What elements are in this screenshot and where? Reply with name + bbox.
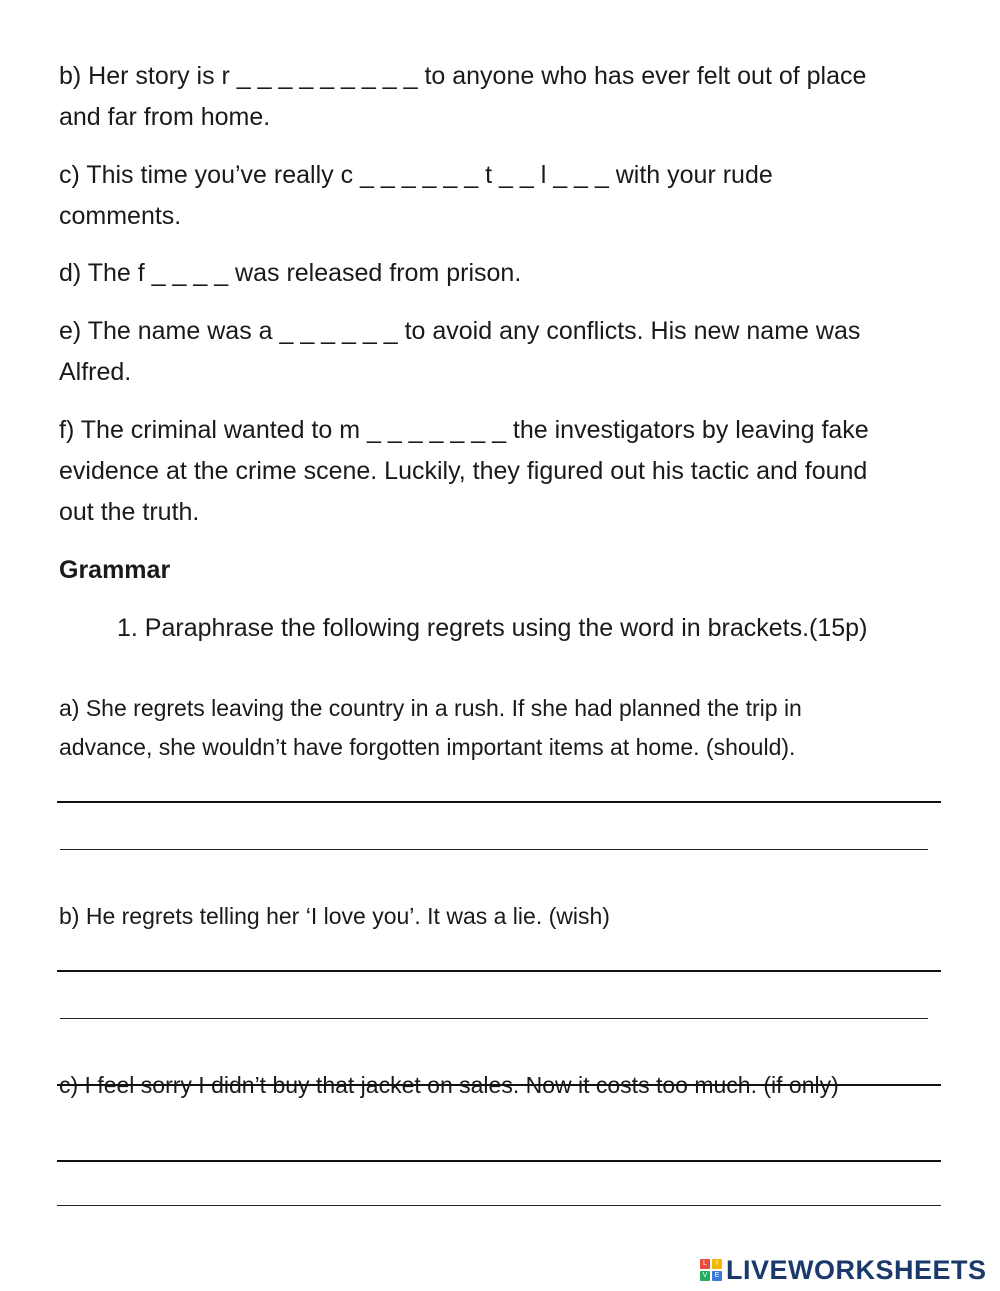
grammar-item-a-line-2: advance, she wouldn’t have forgotten important items at home. (should). — [59, 734, 796, 760]
logo-block-l: L — [700, 1259, 710, 1269]
item-f-line-2: evidence at the crime scene. Luckily, they figured out his tactic and found — [59, 457, 868, 485]
grammar-heading: Grammar — [59, 556, 171, 584]
answer-line-a-2[interactable] — [60, 849, 928, 850]
answer-line-b-2[interactable] — [60, 1018, 928, 1019]
item-c-line-2: comments. — [59, 202, 182, 230]
answer-line-c-3[interactable] — [57, 1205, 941, 1206]
item-f-line-1: f) The criminal wanted to m _ _ _ _ _ _ _ the investigators by leaving fake — [59, 416, 869, 444]
item-e-line-2: Alfred. — [59, 358, 132, 386]
item-f-line-3: out the truth. — [59, 498, 200, 526]
logo-block-e: E — [712, 1271, 722, 1281]
grammar-task: 1. Paraphrase the following regrets using the word in brackets.(15p) — [117, 614, 868, 642]
grammar-item-a-line-1: a) She regrets leaving the country in a rush. If she had planned the trip in — [59, 695, 802, 721]
item-d-line-1: d) The f _ _ _ _ was released from prison. — [59, 259, 522, 287]
item-c-line-1: c) This time you’ve really c _ _ _ _ _ _ t _ _ l _ _ _ with your rude — [59, 161, 773, 189]
grammar-item-b: b) He regrets telling her ‘I love you’. It was a lie. (wish) — [59, 903, 610, 929]
item-b-line-1: b) Her story is r _ _ _ _ _ _ _ _ _ to anyone who has ever felt out of place — [59, 62, 867, 90]
item-e-line-1: e) The name was a _ _ _ _ _ _ to avoid any conflicts. His new name was — [59, 317, 861, 345]
logo-wordmark: LIVEWORKSHEETS — [726, 1254, 987, 1285]
answer-line-a-1[interactable] — [57, 801, 941, 803]
logo-block-v: V — [700, 1271, 710, 1281]
logo-blocks-icon — [700, 1259, 722, 1281]
answer-line-b-1[interactable] — [57, 970, 941, 972]
liveworksheets-logo — [700, 1254, 987, 1286]
logo-block-i: I — [712, 1259, 722, 1269]
answer-line-c-1[interactable] — [57, 1084, 941, 1086]
item-b-line-2: and far from home. — [59, 103, 271, 131]
grammar-item-c: c) I feel sorry I didn’t buy that jacket on sales. Now it costs too much. (if only) — [59, 1072, 839, 1098]
answer-line-c-2[interactable] — [57, 1160, 941, 1162]
